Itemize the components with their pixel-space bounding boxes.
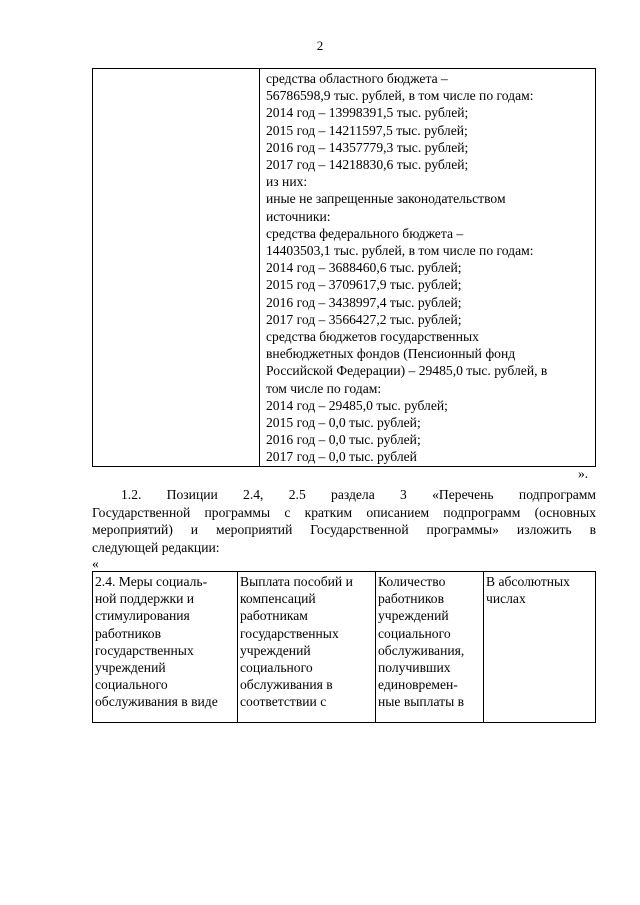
opening-quote-mark: « [92,556,99,571]
cell-line: получивших [378,660,451,676]
table-row [93,572,596,723]
paragraph-line: Государственной программы с кратким описанием подпрограмм (основных [92,504,596,520]
funding-line: внебюджетных фондов (Пенсионный фонд [266,346,516,362]
cell-line: соответствии с [240,694,327,710]
funding-line: средства бюджетов государственных [266,329,479,345]
table-cell-unit [484,572,596,723]
funding-line: 2015 год – 3709617,9 тыс. рублей; [266,277,462,293]
table-cell-indicator [376,572,484,723]
cell-line: работников [378,591,444,607]
cell-line: учреждений [95,660,166,676]
funding-line: 2016 год – 14357779,3 тыс. рублей; [266,139,469,155]
cell-line: стимулирования [95,608,190,624]
funding-line: том числе по годам: [266,380,382,396]
funding-line: средства федерального бюджета – [266,225,464,241]
paragraph-line: следующей редакции: [92,539,220,555]
funding-line: 2017 год – 0,0 тыс. рублей [266,449,417,465]
funding-line: 56786598,9 тыс. рублей, в том числе по годам: [266,88,534,104]
funding-line: иные не запрещенные законодательством [266,191,506,207]
page-number: 2 [316,38,324,53]
paragraph-line: мероприятий) и мероприятий Государственной программы» изложить в [92,522,596,538]
funding-table [92,68,596,467]
cell-line: работникам [240,608,308,624]
cell-line: социального [378,625,451,641]
closing-quote-mark: ». [578,466,589,481]
cell-line: обслуживания, [378,642,465,658]
funding-line: 2017 год – 3566427,2 тыс. рублей; [266,311,462,327]
cell-line: Выплата пособий и [240,574,353,589]
cell-line: социального [240,660,313,676]
cell-line: 2.4. Меры социаль- [95,574,208,589]
funding-table-left-cell [93,69,260,467]
funding-table-right-cell [260,69,596,467]
funding-line: средства областного бюджета – [266,71,448,86]
amendment-paragraph [92,486,596,556]
cell-line: обслуживания в [240,677,333,693]
cell-line: социального [95,677,168,693]
funding-line: 2015 год – 14211597,5 тыс. рублей; [266,122,468,138]
subprogram-table [92,571,596,723]
funding-line: 14403503,1 тыс. рублей, в том числе по годам: [266,243,534,259]
cell-line: учреждений [378,608,449,624]
funding-line: 2014 год – 3688460,6 тыс. рублей; [266,260,462,276]
funding-line: 2017 год – 14218830,6 тыс. рублей; [266,157,469,173]
cell-line: учреждений [240,642,311,658]
funding-line: 2014 год – 29485,0 тыс. рублей; [266,397,448,413]
cell-line: работников [95,625,161,641]
funding-line: 2015 год – 0,0 тыс. рублей; [266,415,421,431]
cell-line: обслуживания в виде [95,694,218,710]
cell-line: В абсолютных [486,574,570,589]
funding-line: из них: [266,174,308,190]
funding-line: Российской Федерации) – 29485,0 тыс. рублей, в [266,363,548,379]
cell-line: государственных [240,625,339,641]
cell-line: числах [486,591,526,607]
funding-line: 2016 год – 0,0 тыс. рублей; [266,432,421,448]
table-cell-description [238,572,376,723]
funding-line: 2016 год – 3438997,4 тыс. рублей; [266,294,462,310]
cell-line: ной поддержки и [95,591,195,607]
cell-line: ные выплаты в [378,694,465,710]
cell-line: единовремен- [378,677,458,693]
paragraph-line: 1.2. Позиции 2.4, 2.5 раздела 3 «Перечень подпрограмм [121,487,596,502]
funding-line: 2014 год – 13998391,5 тыс. рублей; [266,105,469,121]
funding-line: источники: [266,208,331,224]
cell-line: Количество [378,574,446,589]
cell-line: компенсаций [240,591,316,607]
cell-line: государственных [95,642,194,658]
table-cell-measure [93,572,238,723]
